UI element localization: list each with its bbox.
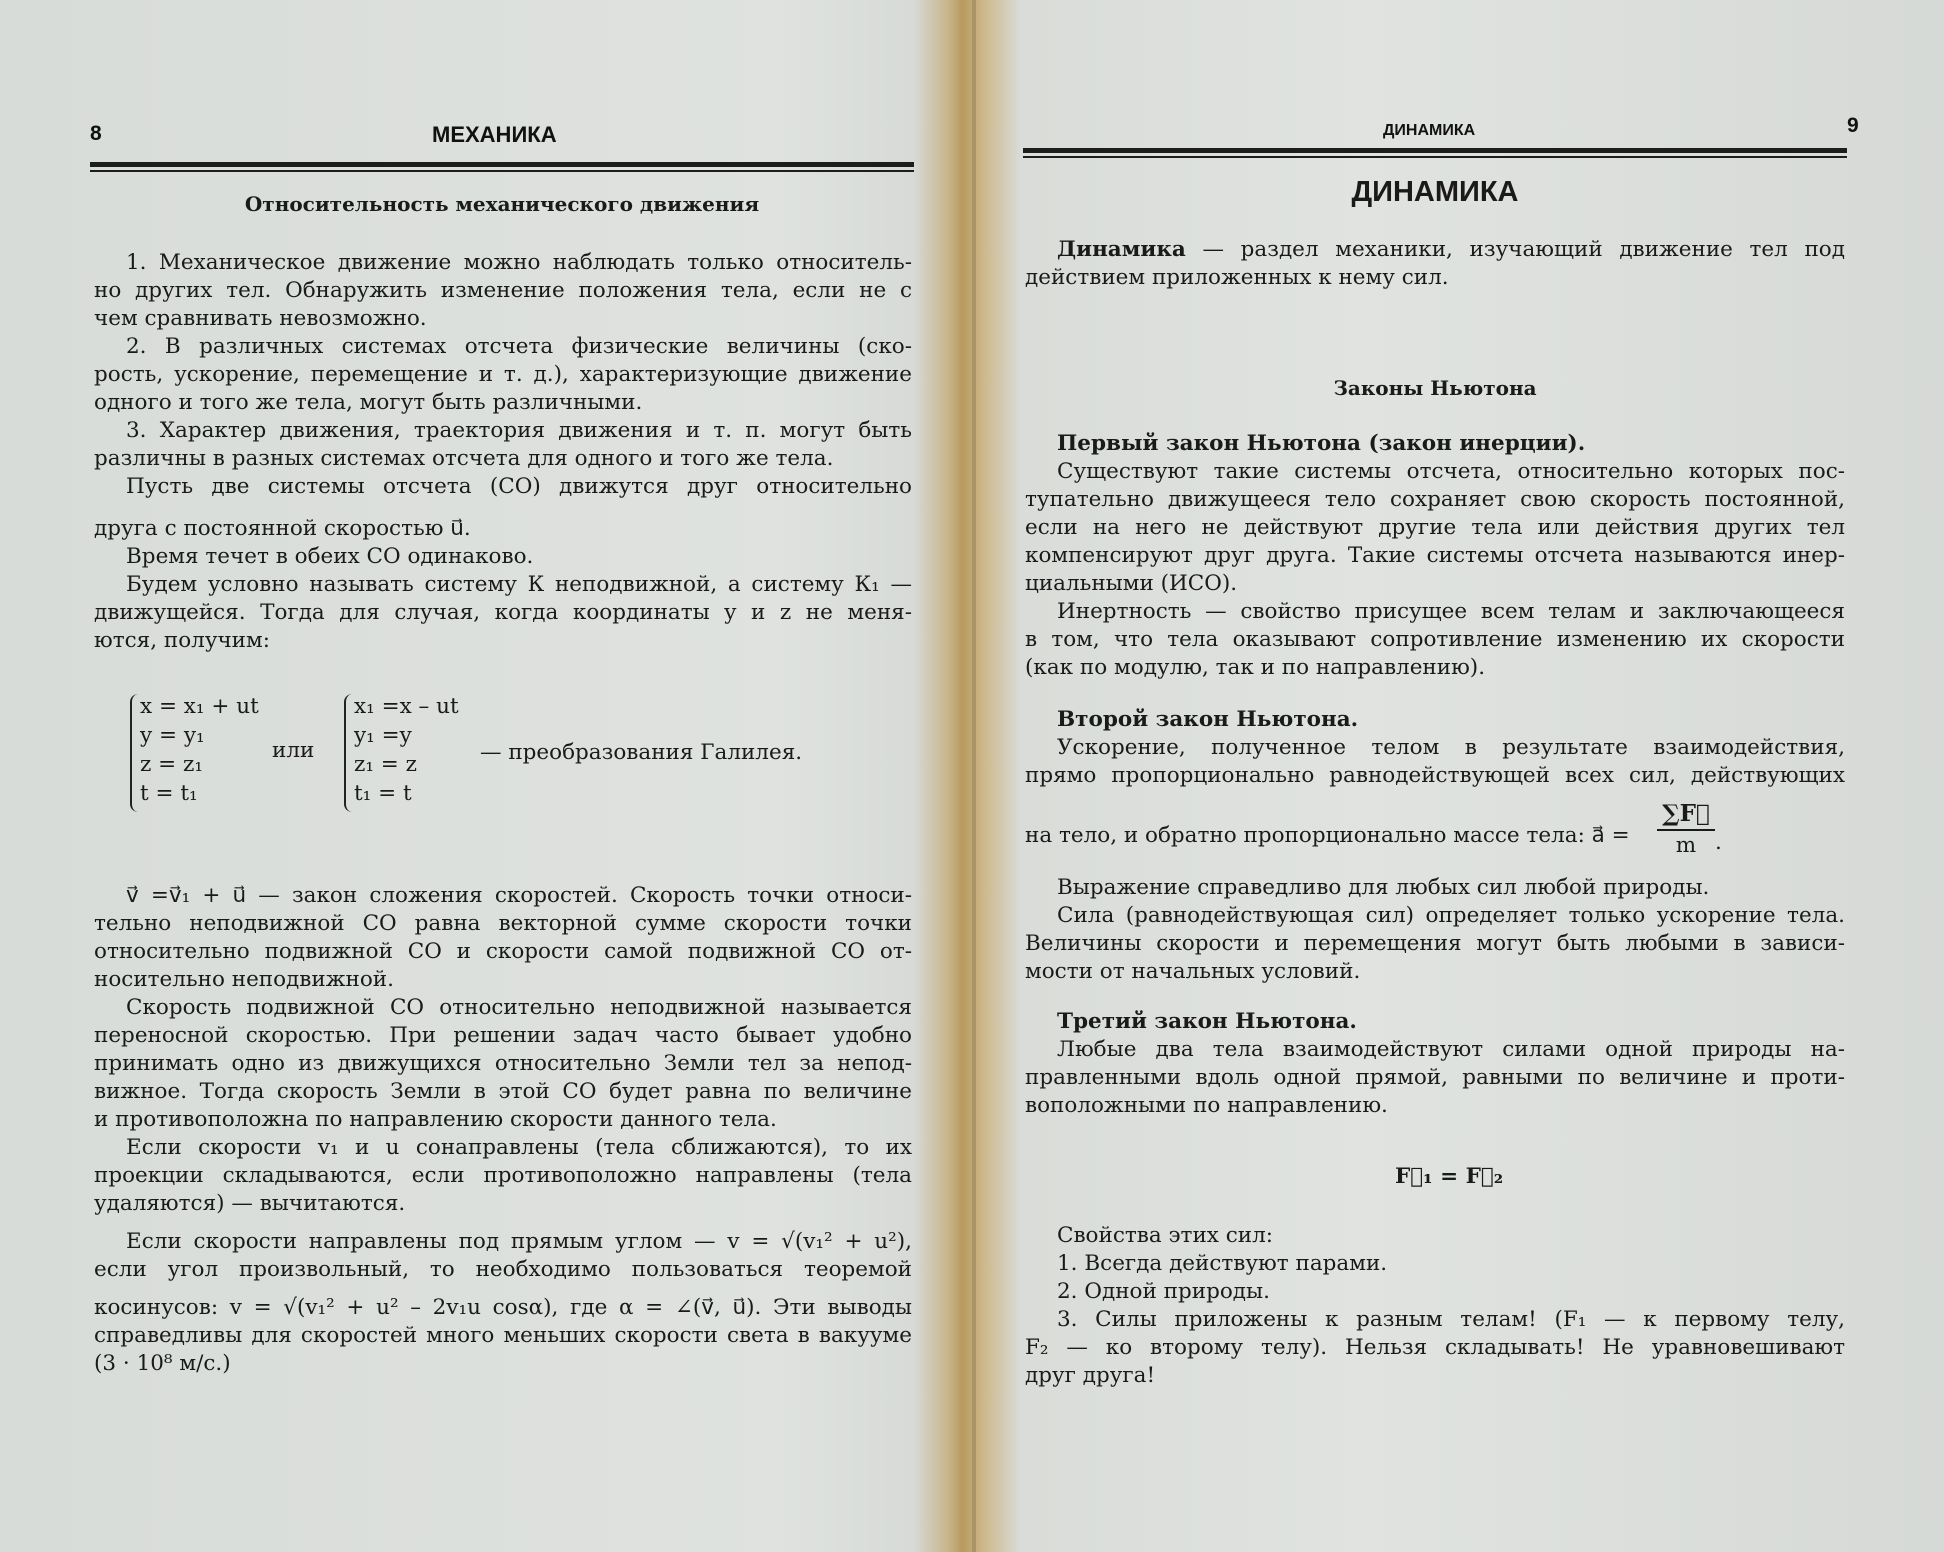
text-line: носительно неподвижной. (94, 967, 394, 992)
properties-block (1025, 1222, 1845, 1390)
header-rule (1023, 148, 1847, 153)
text-line: в том, что тела оказывают сопротивление изменению их скорости (1025, 627, 1845, 652)
first-law-block (1025, 430, 1845, 682)
first-law-title: Первый закон Ньютона (закон инерции). (1057, 431, 1586, 456)
text-line: Выражение справедливо для любых сил любой природы. (1057, 875, 1710, 900)
text-line (1025, 236, 1845, 264)
third-law-block (1025, 1008, 1845, 1120)
properties-title: Свойства этих сил: (1057, 1223, 1274, 1248)
equation: x = x₁ + ut (140, 694, 259, 719)
left-text-block-1 (94, 249, 912, 655)
property-item: друг друга! (1025, 1363, 1156, 1388)
text-line: рость, ускорение, перемещение и т. д.), характеризующие движение (94, 362, 912, 387)
text-line: 1. Механическое движение можно наблюдать только относитель- (126, 250, 912, 275)
right-page (985, 0, 1944, 1552)
section-title: Законы Ньютона (1333, 376, 1537, 400)
header-rule-thin (90, 170, 914, 172)
or-word: или (272, 738, 315, 763)
text-line: принимать одно из движущихся относительно Земли тел за непод- (94, 1051, 912, 1076)
left-text-block-2 (94, 882, 912, 1378)
text-line: Сила (равнодействующая сил) определяет только ускорение тела. (1057, 903, 1845, 928)
equation: y₁ =y (354, 723, 412, 748)
third-law-formula: F⃗₁ = F⃗₂ (1395, 1164, 1504, 1189)
second-law-after (1025, 874, 1845, 986)
property-item: 3. Силы приложены к разным телам! (F₁ — к первому телу, (1057, 1307, 1845, 1332)
chapter-title: ДИНАМИКА (1351, 176, 1519, 208)
header-rule (90, 162, 914, 167)
text-line: ются, получим: (94, 628, 270, 653)
running-head: МЕХАНИКА (432, 122, 557, 147)
page-number: 8 (90, 122, 102, 145)
text-line: прямо пропорционально равнодействующей всех сил, действующих (1025, 763, 1845, 788)
text-line: одного и того же тела, могут быть различными. (94, 390, 643, 415)
right-text-definition (1025, 236, 1845, 292)
property-item: F₂ — ко второму телу). Нельзя складывать! Не уравновешивают (1025, 1335, 1845, 1360)
text-line: если на него не действуют другие тела или действия других тел (1025, 515, 1845, 540)
text-line: чем сравнивать невозможно. (94, 306, 427, 331)
gutter-crease (972, 0, 976, 1552)
second-law-fraction (1657, 800, 1715, 858)
text-line: v⃗ =v⃗₁ + u⃗ — закон сложения скоростей. Скорость точки относи- (126, 883, 912, 908)
text-line: Существуют такие системы отсчета, относительно которых пос- (1057, 459, 1845, 484)
text-line: но других тел. Обнаружить изменение положения тела, если не с (94, 278, 912, 303)
text-line: Время течет в обеих СО одинаково. (126, 544, 534, 569)
text-line: действием приложенных к нему сил. (1025, 265, 1449, 290)
text-line: правленными вдоль одной прямой, равными по величине и проти- (1025, 1065, 1845, 1090)
property-item: 2. Одной природы. (1057, 1279, 1270, 1304)
text-line: Ускорение, полученное телом в результате взаимодействия, (1057, 735, 1845, 760)
text-line: различны в разных системах отсчета для одного и того же тела. (94, 446, 834, 471)
text-line: тупательно движущееся тело сохраняет свою скорость постоянной, (1025, 487, 1845, 512)
text-line: вижное. Тогда скорость Земли в этой СО будет равна по величине (94, 1079, 912, 1104)
text-line: Скорость подвижной СО относительно неподвижной называется (126, 995, 912, 1020)
header-rule-thin (1023, 156, 1847, 158)
third-law-title: Третий закон Ньютона. (1057, 1009, 1357, 1034)
left-system-brace (130, 694, 138, 812)
left-page (0, 0, 960, 1552)
text-line: относительно подвижной СО и скорости самой подвижной СО от- (94, 939, 912, 964)
text-line: справедливы для скоростей много меньших скорости света в вакууме (94, 1323, 912, 1348)
text-line: проекции складываются, если противоположно направлены (тела (94, 1163, 912, 1188)
text-line: циальными (ИСО). (1025, 571, 1238, 596)
text-line: косинусов: v = √(v₁² + u² – 2v₁u cosα), где α = ∠(v⃗, u⃗). Эти выводы (94, 1295, 912, 1320)
text-line: (3 · 10⁸ м/с.) (94, 1351, 231, 1376)
equation: z₁ = z (354, 752, 417, 777)
text-line: переносной скоростью. При решении задач часто бывает удобно (94, 1023, 912, 1048)
text-line: на тело, и обратно пропорционально массе тела: a⃗ = (1025, 823, 1630, 848)
galileo-left-system (140, 692, 259, 808)
text-line: если угол произвольный, то необходимо пользоваться теоремой (94, 1257, 912, 1282)
definition-text: — раздел механики, изучающий движение тел под (1185, 237, 1845, 262)
fraction-bar (1657, 829, 1715, 831)
text-line: Пусть две системы отсчета (СО) движутся друг относительно (126, 474, 912, 499)
running-head: ДИНАМИКА (1383, 122, 1476, 139)
fraction-numerator: ∑F⃗ (1662, 800, 1710, 827)
definition-term: Динамика (1057, 237, 1186, 262)
galileo-caption: — преобразования Галилея. (480, 740, 803, 765)
equation: z = z₁ (140, 752, 203, 777)
text-line: друга с постоянной скоростью u⃗. (94, 516, 471, 541)
text-line: тельно неподвижной СО равна векторной сумме скорости точки (94, 911, 912, 936)
section-title: Относительность механического движения (244, 192, 760, 216)
page-number: 9 (1847, 114, 1859, 137)
text-line: (как по модулю, так и по направлению). (1025, 655, 1486, 680)
right-system-brace (344, 694, 352, 812)
text-line: движущейся. Тогда для случая, когда координаты y и z не меня- (94, 600, 912, 625)
text-line: Любые два тела взаимодействуют силами одной природы на- (1057, 1037, 1845, 1062)
text-line: воположными по направлению. (1025, 1093, 1388, 1118)
equation: y = y₁ (140, 723, 205, 748)
second-law-title: Второй закон Ньютона. (1057, 707, 1359, 732)
fraction-denominator: m (1675, 833, 1697, 858)
text-line: удаляются) — вычитаются. (94, 1191, 406, 1216)
text-line: 3. Характер движения, траектория движения и т. п. могут быть (126, 418, 912, 443)
equation: t₁ = t (354, 781, 412, 806)
equation: x₁ =x – ut (354, 694, 459, 719)
text-line: 2. В различных системах отсчета физические величины (ско- (126, 334, 912, 359)
second-law-block (1025, 706, 1845, 850)
text-line: Будем условно называть систему К неподвижной, а систему К₁ — (126, 572, 912, 597)
text-line: Инертность — свойство присущее всем телам и заключающееся (1057, 599, 1845, 624)
equation: t = t₁ (140, 781, 198, 806)
text-line: Если скорости v₁ и u сонаправлены (тела сближаются), то их (126, 1135, 912, 1160)
text-line: компенсируют друг друга. Такие системы отсчета называются инер- (1025, 543, 1845, 568)
text-line: Если скорости направлены под прямым углом — v = √(v₁² + u²), (126, 1229, 912, 1254)
text-line: и противоположна по направлению скорости данного тела. (94, 1107, 777, 1132)
text-line: Величины скорости и перемещения могут быть любыми в зависи- (1025, 931, 1845, 956)
fraction-period: . (1715, 830, 1722, 855)
text-line: мости от начальных условий. (1025, 959, 1361, 984)
property-item: 1. Всегда действуют парами. (1057, 1251, 1388, 1276)
galileo-right-system (354, 692, 459, 808)
